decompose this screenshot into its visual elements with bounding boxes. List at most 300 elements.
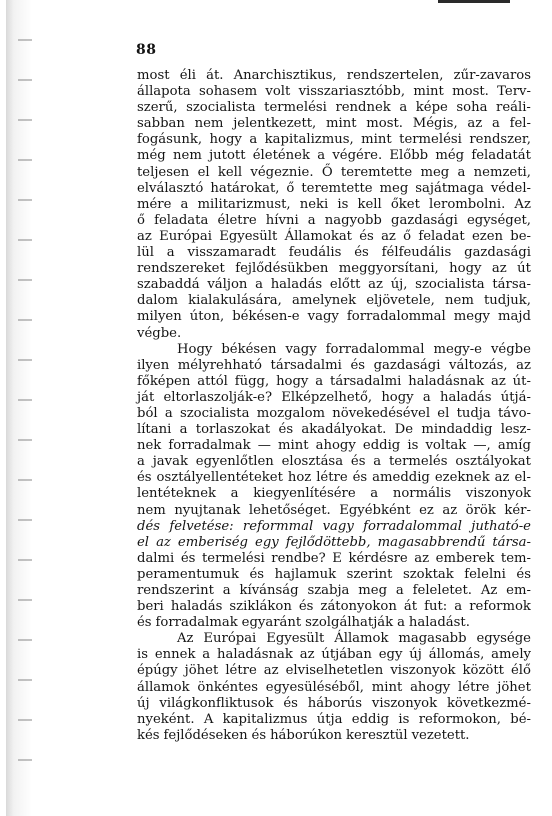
word: viszonyok [390,663,456,679]
word: Az [480,583,498,598]
word: és [137,615,152,631]
word: rendszerint [137,583,214,598]
word: szerint [346,566,393,582]
text-line [137,181,531,197]
word: a [397,615,405,631]
word: ját [137,389,155,405]
word: tem- [500,550,531,566]
word: eljövetele, [366,293,435,309]
word: nyujtanak [174,502,241,518]
word: akadályokat. [301,422,387,438]
text-line [137,326,531,342]
word: majd [498,309,531,325]
word: a [255,277,263,293]
word: fejlődöttebb, [285,534,371,550]
text-line [137,551,531,567]
word: kell [357,196,382,212]
word: dalmi [137,550,175,566]
word: militarizmust, [197,196,291,212]
word: háborús [307,695,363,711]
word: rendnek [335,100,391,116]
word: kapitalizmus, [264,132,354,148]
word: Anarchisztikus, [233,68,337,83]
word: visszariasztóbb, [298,84,406,100]
text-line [137,229,531,245]
text-line [137,213,531,229]
word: meg [358,583,388,598]
word: most. [452,84,489,100]
word: társa- [492,277,531,293]
word: is [398,711,410,727]
word: között [462,663,504,679]
word: feleletet. [412,583,472,598]
word: kapitalizmus [222,711,308,727]
word: eltorlaszolják-e? [163,389,273,405]
word: állapota [137,84,191,100]
word: nemzeti, [473,164,531,180]
word: társa- [492,534,531,550]
word: távo- [497,405,531,421]
word: sajátmaga [415,180,484,196]
word: éli [179,68,196,83]
word: voltak [425,438,467,454]
text-line [137,197,531,213]
text-line [137,503,531,519]
word: az [490,373,506,389]
word: normális [392,486,452,502]
text-line [137,68,531,84]
word: örök [465,502,496,518]
word: még [137,148,166,164]
text-line [137,116,531,132]
word: tudja [456,405,491,421]
word: háborúkon [270,727,343,743]
word: és [516,566,531,582]
top-edge-mark [438,0,510,3]
word: Hogy [177,341,213,357]
word: most. [366,116,403,132]
text-line [137,647,531,663]
text-line [137,583,531,599]
word: a [373,454,382,470]
word: a [179,422,188,438]
word: elosztása [281,454,344,470]
binding-edge-marks [18,20,32,780]
word: és [350,454,366,470]
word: és [251,727,267,743]
word: épúgy [137,663,178,679]
word: kiegyenlítésére [253,486,356,502]
word: zűr-zavaros [453,68,531,83]
word: sabban [137,116,185,132]
word: a [166,245,175,261]
word: vezetett. [411,727,470,743]
word: fogásunk, [137,132,203,148]
word: a [164,405,173,421]
text-line [137,663,531,679]
word: elviselhetetlen [285,663,384,679]
word: termelési [399,132,462,148]
word: reformmal [242,518,314,534]
word: ő [286,180,295,196]
text-line [137,712,531,728]
word: gazdasági [373,357,441,373]
word: dés [137,518,161,534]
word: soha [456,100,488,116]
word: amely [491,647,531,663]
word: egységet, [466,212,531,228]
word: a [230,486,239,502]
word: létre [316,470,348,486]
word: az [442,502,458,518]
word: hogy [449,261,482,277]
word: feladata [154,212,209,228]
word: szocialista [179,405,250,421]
word: az [263,663,279,679]
word: feladat [418,228,465,244]
word: neki [299,196,329,212]
word: teljesen [137,164,190,180]
word: kérdésre [348,550,408,566]
word: Ő [321,164,333,180]
word: haladásnak [217,647,293,663]
word: amelynek [291,293,357,309]
word: lentéteknek [137,486,217,502]
word: kívánság [239,583,299,598]
word: életre [217,212,257,228]
word: társadalmi [270,357,342,373]
word: hogy [381,389,414,405]
word: Egyesült [266,631,325,647]
word: és [359,228,374,244]
word: ahogy [315,438,356,454]
word: keresztül [345,727,408,743]
word: — [257,438,271,454]
word: végbe [490,341,531,357]
word: lítani [137,422,172,438]
word: végére. [332,148,383,164]
word: haladás [170,599,223,615]
word: és [137,470,152,486]
word: és [278,422,294,438]
word: át [403,599,418,615]
word: Államokat [284,228,352,244]
word: a [454,599,463,615]
word: még [435,148,465,164]
word: egy [255,534,279,550]
word: jutott [209,148,246,164]
text-line [137,680,531,696]
word: eddig [351,711,390,727]
word: és [283,695,298,711]
word: a [202,647,211,663]
word: fejlődésükben [235,261,329,277]
text-line [137,486,531,502]
word: szocialista [186,100,256,116]
word: hoz [287,470,312,486]
word: egyesüléséből, [265,679,364,695]
word: mindaddig [421,422,493,438]
word: forradalommal [363,518,462,534]
word: De [394,422,414,438]
word: reáli- [496,100,531,116]
word: nem [194,116,224,132]
word: a [370,486,379,502]
word: a [422,389,431,405]
word: világkonfliktusok [159,695,274,711]
word: út- [512,373,531,389]
text-line [137,277,531,293]
word: jelentkezett, [233,116,317,132]
word: Elképzelhető, [281,389,373,405]
text-line [137,422,531,438]
word: egysége [476,631,531,647]
text-line [137,358,531,374]
word: őket [390,196,420,212]
word: —, [473,438,491,454]
word: fut: [424,599,448,615]
word: haladásnak [408,373,485,389]
word: szerű, [137,100,178,116]
word: élő [510,663,531,679]
word: önkéntes [197,679,258,695]
word: új [409,647,422,663]
word: haladást. [408,615,470,631]
word: Európai [203,631,257,647]
word: forradalommal [325,341,425,357]
word: is [407,438,419,454]
text-line [137,470,531,486]
word: meg [379,180,409,196]
word: gazdasági [464,245,531,261]
text-line [137,132,531,148]
word: felelni [464,566,506,582]
word: ezeknek [434,470,490,486]
word: határokat, [210,180,280,196]
word: Előbb [389,148,429,164]
word: vagy [307,309,339,325]
text-line [137,599,531,615]
word: Mégis, [412,116,458,132]
text-line [137,728,531,744]
word: javak [152,454,188,470]
text-line [137,535,531,551]
word: vagy [285,341,317,357]
word: szabaddá [137,277,200,293]
word: visszamaradt [187,245,276,261]
word: a [491,116,500,132]
word: az [299,647,315,663]
word: rendszertelen, [346,68,444,83]
word: ezen [471,228,504,244]
word: elválasztó [137,180,204,196]
word: felvetése: [169,518,234,534]
word: ennek [154,647,196,663]
word: hogy [276,373,309,389]
word: nagyobb [324,212,382,228]
word: be- [510,228,531,244]
word: megy-e [433,341,482,357]
word: nem [137,502,166,518]
word: is [137,647,148,663]
word: forradalmak [155,615,238,631]
word: a [399,100,408,116]
word: nek [137,438,162,454]
word: szocialista [415,277,485,293]
word: hajlamuk [274,566,337,582]
word: haladás [439,389,492,405]
text-line [137,631,531,647]
word: nyeként. [137,711,195,727]
word: fejlődéseken [163,727,248,743]
word: Az [177,631,194,647]
word: az [156,534,171,550]
word: ból [137,405,158,421]
word: ameddig [372,470,430,486]
word: növekedésével [332,405,431,421]
text-line [137,100,531,116]
word: is [337,196,349,212]
word: jöhet [497,679,531,695]
word: emberiség [177,534,248,550]
word: mélyrehható [177,357,262,373]
word: az [467,116,483,132]
word: kés [137,727,160,743]
word: hívni [265,212,299,228]
word: mint [413,84,444,100]
word: és [180,550,196,566]
word: mint [361,132,392,148]
word: a [137,454,145,470]
word: ahogy [410,679,451,695]
word: az [368,277,383,293]
word: el [137,534,150,550]
word: az [491,261,507,277]
word: függ, [234,373,270,389]
word: eddig [362,438,401,454]
word: dalom [137,293,178,309]
word: egyaránt [241,615,302,631]
word: termelési [264,100,327,116]
text-line [137,696,531,712]
word: lerombolni. [429,196,506,212]
word: magasabb [398,631,467,647]
word: jöhet [184,663,219,679]
word: feudális [288,245,342,261]
word: milyen [137,309,182,325]
word: rendbe? [271,550,326,566]
word: a [307,212,316,228]
word: E [332,550,342,566]
word: teremtette [340,164,413,180]
text-line [137,84,531,100]
word: bé- [510,711,531,727]
text-line [137,309,531,325]
word: hogy [209,132,242,148]
text-line [137,454,531,470]
word: következmé- [446,695,531,711]
word: sziklákon [229,599,292,615]
word: társadalmi [330,373,402,389]
word: és [350,357,366,373]
word: lül [137,245,154,261]
word: megy [453,309,490,325]
text-line [137,293,531,309]
word: az [381,228,396,244]
word: viszonyok [371,695,438,711]
word: zátonyokon [320,599,397,615]
word: lehetőséget. [248,502,331,518]
word: ez [419,502,434,518]
word: szolgálhatják [305,615,394,631]
word: létre [225,663,257,679]
word: termelés [389,454,448,470]
word: úton, [189,309,225,325]
word: gazdasági [391,212,458,228]
word: kér- [504,502,531,518]
word: el- [514,470,531,486]
word: Egyesült [219,228,278,244]
word: államok [137,679,190,695]
word: Terv- [497,84,531,100]
word: vagy [322,518,354,534]
word: át. [206,68,224,83]
text-line [137,148,531,164]
page-number: 88 [136,42,157,58]
word: jutható-e [471,518,531,534]
text-line [137,245,531,261]
word: a [222,583,231,598]
word: teremtette [301,180,373,196]
word: útjában [321,647,372,663]
word: az [137,228,152,244]
word: mint [371,679,403,695]
word: új, [390,277,408,293]
word: végbe. [137,325,182,341]
word: ő [403,228,412,244]
word: reformok [469,599,531,615]
word: emberek [435,550,495,566]
text-line [137,390,531,406]
word: nem [173,148,202,164]
word: termelési [201,550,265,566]
word: Európai [159,228,212,244]
word: forradalommal [346,309,446,325]
word: a [457,164,466,180]
word: egyenlőtlen [195,454,274,470]
word: osztályokat [455,454,531,470]
word: Egyébként [339,502,411,518]
text-line [137,438,531,454]
text-line [137,261,531,277]
text-line [137,519,531,535]
word: és [298,599,314,615]
word: meggyorsítani, [338,261,439,277]
word: állomás, [428,647,485,663]
word: képe [415,100,448,116]
word: útja [316,711,343,727]
word: meg [420,164,450,180]
word: új [137,695,150,711]
word: peramentumuk [137,566,239,582]
word: főképen [137,373,191,389]
word: mére [137,196,172,212]
word: kell [217,164,243,180]
word: az [414,550,430,566]
word: út [517,261,531,277]
body-text [137,68,531,744]
word: az [494,470,510,486]
